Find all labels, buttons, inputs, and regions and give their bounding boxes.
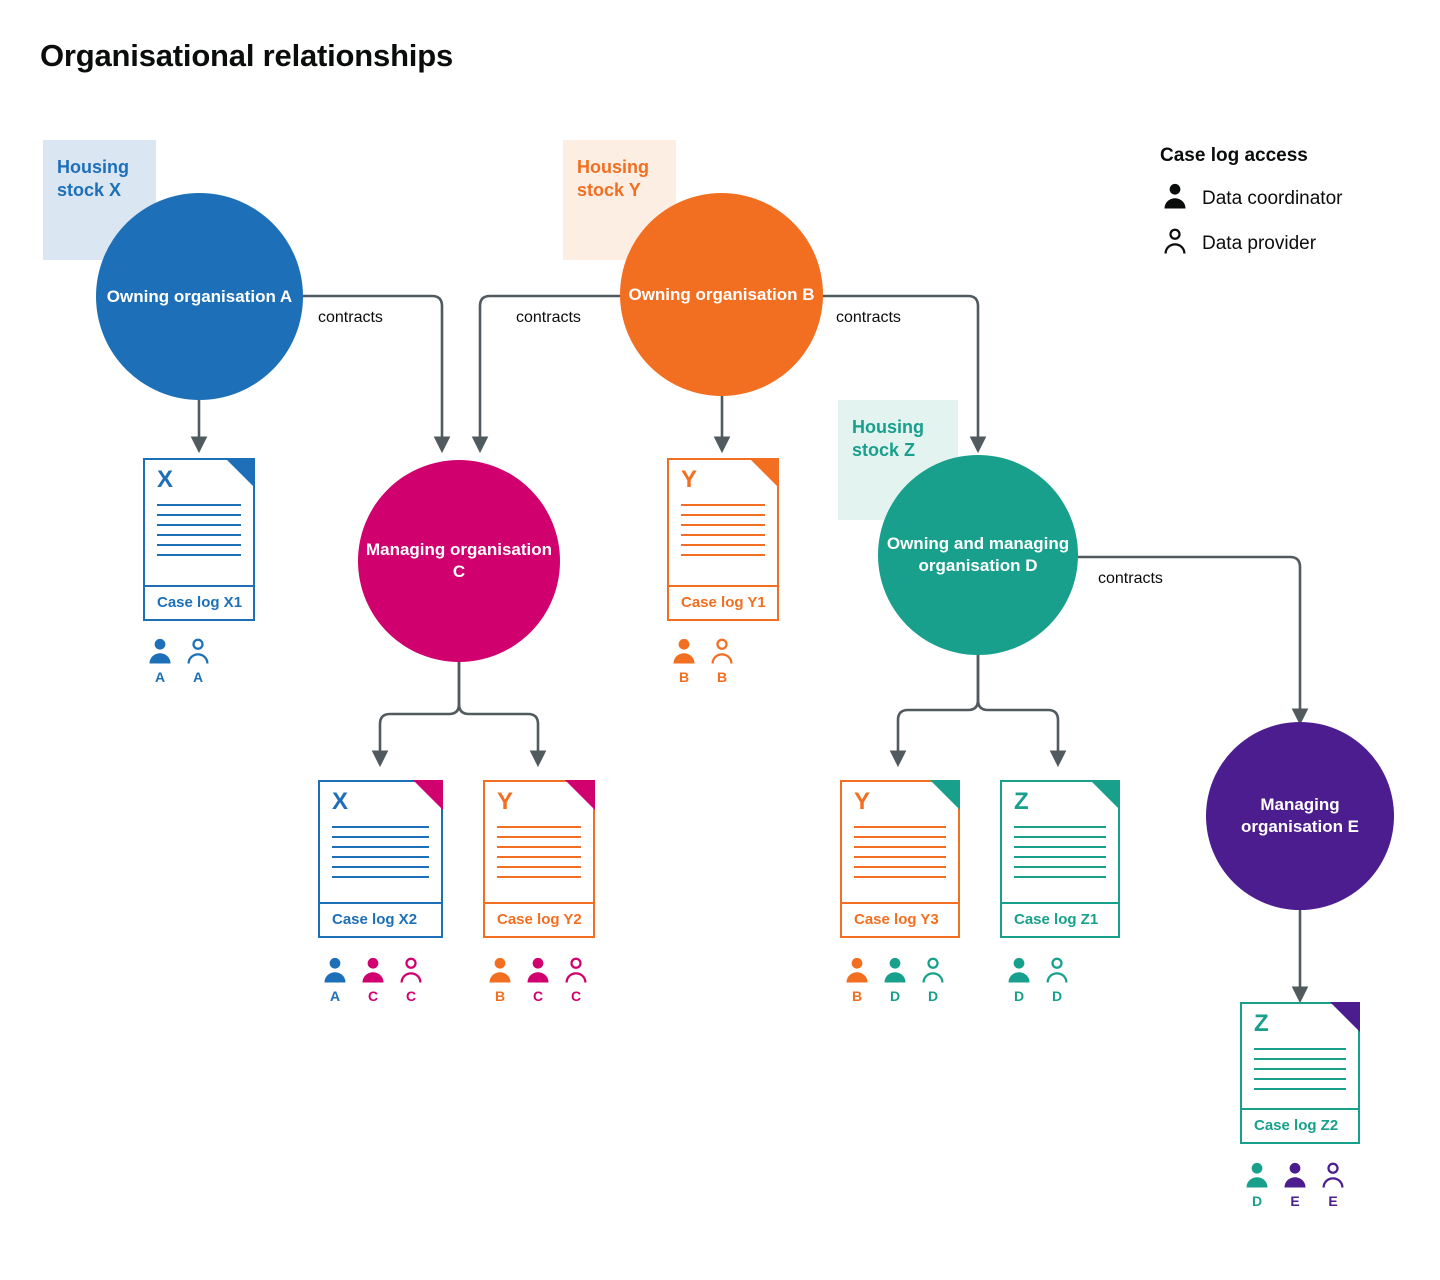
case-log-y1-lines — [681, 504, 765, 564]
person-coordinator — [842, 955, 872, 1004]
org-node-e — [1206, 722, 1394, 910]
data-provider-icon — [183, 636, 213, 666]
case-log-z2-letter: Z — [1254, 1010, 1269, 1037]
data-coordinator-icon — [523, 955, 553, 985]
person-label: D — [1251, 1193, 1263, 1209]
data-coordinator-icon — [145, 636, 175, 666]
org-node-d — [878, 455, 1078, 655]
case-log-x2-doc — [318, 780, 443, 938]
case-log-z1-letter: Z — [1014, 788, 1029, 815]
person-label: B — [851, 988, 863, 1004]
data-coordinator-icon — [1242, 1160, 1272, 1190]
person-label: D — [1051, 988, 1063, 1004]
data-provider-icon — [918, 955, 948, 985]
org-node-b — [620, 193, 823, 396]
data-coordinator-icon — [1160, 181, 1190, 216]
housing-stock-y-line2: stock Y — [577, 179, 641, 200]
org-node-c-label: Managing organisation C — [365, 540, 553, 581]
case-log-y2-access — [485, 955, 591, 1004]
case-log-z1-access — [1004, 955, 1072, 1004]
case-log-y3-lines — [854, 826, 946, 886]
person-provider — [1042, 955, 1072, 1004]
case-log-y1-corner-icon — [749, 458, 779, 488]
person-label: E — [1290, 1193, 1300, 1209]
person-label: B — [716, 669, 728, 685]
case-log-y2-corner-icon — [565, 780, 595, 810]
org-node-e-label: Managing organisation E — [1240, 795, 1360, 836]
case-log-y1-caption: Case log Y1 — [681, 594, 766, 611]
data-coordinator-icon — [1004, 955, 1034, 985]
person-provider — [561, 955, 591, 1004]
legend — [1160, 145, 1342, 271]
person-coordinator — [485, 955, 515, 1004]
legend-heading: Case log access — [1160, 145, 1308, 166]
legend-label: Data coordinator — [1202, 187, 1343, 209]
person-label: C — [570, 988, 582, 1004]
data-provider-icon — [1160, 226, 1190, 261]
case-log-x1-access — [145, 636, 213, 685]
case-log-x1-letter: X — [157, 466, 174, 493]
person-label: A — [329, 988, 341, 1004]
legend-item-data-coordinator — [1160, 181, 1342, 216]
data-coordinator-icon — [485, 955, 515, 985]
case-log-z2-caption: Case log Z2 — [1254, 1117, 1339, 1134]
person-coordinator — [1242, 1160, 1272, 1209]
person-label: A — [154, 669, 166, 685]
legend-label: Data provider — [1202, 232, 1317, 254]
person-label: A — [192, 669, 204, 685]
person-label: C — [405, 988, 417, 1004]
person-coordinator — [320, 955, 350, 1004]
data-coordinator-icon — [842, 955, 872, 985]
person-label: D — [1013, 988, 1025, 1004]
case-log-z2-doc — [1240, 1002, 1360, 1144]
case-log-x1-caption: Case log X1 — [157, 594, 243, 611]
person-label: B — [678, 669, 690, 685]
edge-label-b-d: contracts — [836, 309, 901, 326]
person-label: E — [1328, 1193, 1338, 1209]
case-log-x2-lines — [332, 826, 429, 886]
data-coordinator-icon — [1280, 1160, 1310, 1190]
person-provider — [707, 636, 737, 685]
org-node-d-label: Owning and managing organisation D — [886, 534, 1070, 575]
legend-item-data-provider — [1160, 226, 1342, 261]
case-log-z1-caption: Case log Z1 — [1014, 911, 1099, 928]
data-provider-icon — [396, 955, 426, 985]
case-log-x2-corner-icon — [413, 780, 443, 810]
case-log-y3-corner-icon — [930, 780, 960, 810]
case-log-y2-letter: Y — [497, 788, 514, 815]
org-node-a-label: Owning organisation A — [106, 286, 293, 306]
housing-stock-z-line1: Housing — [852, 417, 924, 437]
case-log-z1-lines — [1014, 826, 1106, 886]
person-label: C — [532, 988, 544, 1004]
data-coordinator-icon — [358, 955, 388, 985]
case-log-y3-access — [842, 955, 948, 1004]
case-log-y1-access — [669, 636, 737, 685]
data-provider-icon — [707, 636, 737, 666]
case-log-x1-doc — [143, 458, 255, 621]
data-provider-icon — [561, 955, 591, 985]
person-coordinator — [1280, 1160, 1310, 1209]
person-coordinator — [669, 636, 699, 685]
person-provider — [918, 955, 948, 1004]
data-provider-icon — [1042, 955, 1072, 985]
person-label: C — [367, 988, 379, 1004]
case-log-y2-caption: Case log Y2 — [497, 911, 582, 928]
person-provider — [396, 955, 426, 1004]
data-coordinator-icon — [880, 955, 910, 985]
case-log-y1-letter: Y — [681, 466, 698, 493]
person-label: B — [494, 988, 506, 1004]
case-log-x1-lines — [157, 504, 241, 564]
page-title: Organisational relationships — [40, 38, 453, 73]
case-log-y3-caption: Case log Y3 — [854, 911, 939, 928]
case-log-y2-lines — [497, 826, 581, 886]
housing-stock-y-line1: Housing — [577, 157, 649, 177]
person-coordinator — [358, 955, 388, 1004]
case-log-y2-doc — [483, 780, 595, 938]
person-coordinator — [1004, 955, 1034, 1004]
edge-label-b-c: contracts — [516, 309, 581, 326]
person-coordinator — [880, 955, 910, 1004]
case-log-z1-corner-icon — [1090, 780, 1120, 810]
edge-label-a-c: contracts — [318, 309, 383, 326]
housing-stock-x-line2: stock X — [57, 179, 122, 200]
data-coordinator-icon — [669, 636, 699, 666]
housing-stock-x-line1: Housing — [57, 157, 129, 177]
case-log-x2-letter: X — [332, 788, 349, 815]
person-coordinator — [523, 955, 553, 1004]
edge-label-d-e: contracts — [1098, 570, 1163, 587]
org-node-a — [96, 193, 303, 400]
case-log-x2-access — [320, 955, 426, 1004]
case-log-z2-access — [1242, 1160, 1348, 1209]
data-provider-icon — [1318, 1160, 1348, 1190]
org-node-c — [358, 460, 560, 662]
org-node-b-label: Owning organisation B — [628, 284, 815, 304]
person-coordinator — [145, 636, 175, 685]
case-log-x2-caption: Case log X2 — [332, 911, 418, 928]
person-label: D — [889, 988, 901, 1004]
case-log-y1-doc — [667, 458, 779, 621]
case-log-z1-doc — [1000, 780, 1120, 938]
person-label: D — [927, 988, 939, 1004]
person-provider — [183, 636, 213, 685]
housing-stock-z-line2: stock Z — [852, 439, 916, 460]
case-log-y3-letter: Y — [854, 788, 871, 815]
person-provider — [1318, 1160, 1348, 1209]
case-log-z2-lines — [1254, 1048, 1346, 1098]
case-log-z2-corner-icon — [1330, 1002, 1360, 1032]
case-log-y3-doc — [840, 780, 960, 938]
case-log-x1-corner-icon — [225, 458, 255, 488]
data-coordinator-icon — [320, 955, 350, 985]
